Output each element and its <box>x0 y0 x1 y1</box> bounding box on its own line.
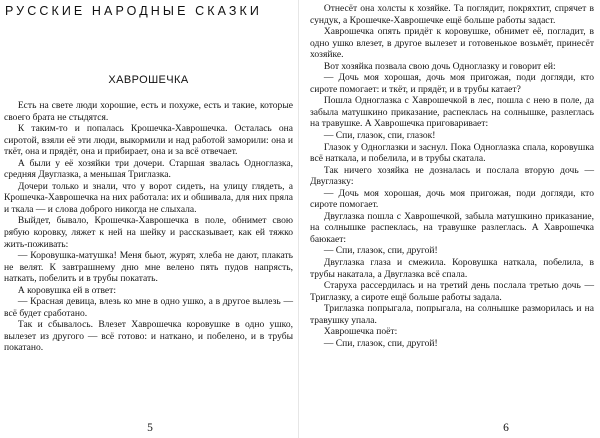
page-number-right: 6 <box>503 422 509 434</box>
left-page-body <box>4 100 293 354</box>
running-head: РУССКИЕ НАРОДНЫЕ СКАЗКИ <box>5 4 262 18</box>
paragraph: Вот хозяйка позвала свою дочь Одноглазку и говорит ей: <box>323 60 556 72</box>
paragraph: — Красная девица, влезь ко мне в одно ушко, а в другое вылезь — всё будет сработано. <box>4 296 293 319</box>
paragraph: — Дочь моя хорошая, дочь моя пригожая, поди догляди, кто сироте помогает: и ткёт, и прядёт, и в трубы катает? <box>310 72 594 95</box>
paragraph: — Дочь моя хорошая, дочь моя пригожая, поди догляди, кто сироте помогает. <box>310 187 594 211</box>
paragraph: Есть на свете люди хорошие, есть и похуже, есть и такие, которые своего брата не стыдятся. <box>4 100 293 123</box>
paragraph: — Спи, глазок, спи, глазок! <box>323 130 436 142</box>
paragraph: Пошла Одноглазка с Хаврошечкой в лес, пошла с нею в поле, да забыла матушкино приказание, распеклась на солнышке, разлеглась на травушке. А Хаврошечка приговаривает: <box>310 95 594 130</box>
paragraph: Хаврошечка поёт: <box>323 326 398 338</box>
story-title: ХАВРОШЕЧКА <box>108 74 189 86</box>
paragraph: Выйдет, бывало, Крошечка-Хаврошечка в поле, обнимет свою рябую коровку, ляжет к ней на шейку и рассказывает, как ей тяжко жить-поживать: <box>4 215 293 250</box>
paragraph: Так ничего хозяйка не дозналась и послала вторую дочь — Двуглазку: <box>310 164 594 188</box>
paragraph: Двуглазка пошла с Хаврошечкой, забыла матушкино приказание, на солнышке распеклась, на травушке разлеглась. А Хаврошечка баюкает: <box>310 210 594 245</box>
paragraph: К таким-то и попалась Крошечка-Хаврошечка. Осталась она сиротой, взяли её эти люди, выкормили и над работой заморили: она и ткёт, она и прядёт, она и прибирает, она и за всё отвечает. <box>4 123 293 158</box>
paragraph: Глазок у Одноглазки и заснул. Пока Одноглазка спала, коровушка всё наткала, и побелила, и в трубы скатала. <box>310 141 594 165</box>
paragraph: А коровушка ей в ответ: <box>17 284 116 296</box>
paragraph: Дочери только и знали, что у ворот сидеть, на улицу глядеть, а Крошечка-Хаврошечка на них работала: их и обшивала, для них пряла и ткала — и слова доброго никогда не слыхала. <box>4 180 293 215</box>
page-number-left: 5 <box>147 422 153 434</box>
right-page-body <box>310 0 594 349</box>
paragraph: Так и сбывалось. Влезет Хаврошечка коровушке в одно ушко, вылезет из другого — всё готово: и наткано, и побелено, и в трубы покатано. <box>4 319 293 354</box>
paragraph: Хаврошечка опять придёт к коровушке, обнимет её, погладит, в одно ушко влезет, в другое вылезет и готовенькое возьмёт, принесёт хозяйке. <box>310 26 594 61</box>
paragraph: — Спи, глазок, спи, другой! <box>323 337 438 349</box>
paragraph: Триглазка попрыгала, попрыгала, на солнышке разморилась и на травушку упала. <box>310 303 594 326</box>
paragraph: Старуха рассердилась и на третий день послала третью дочь — Триглазку, а сироте ещё больше работы задала. <box>310 280 594 303</box>
paragraph: Двуглазка глаза и смежила. Коровушка наткала, побелила, в трубы накатала, а Двуглазка всё спала. <box>310 257 594 280</box>
paragraph: — Спи, глазок, спи, другой! <box>323 245 438 257</box>
right-page <box>300 0 600 438</box>
paragraph: — Коровушка-матушка! Меня бьют, журят, хлеба не дают, плакать не велят. К завтрашнему дню мне велено пять пудов напрясть, наткать, побелить и в трубы покатать. <box>4 250 293 285</box>
paragraph: Отнесёт она холсты к хозяйке. Та поглядит, покряхтит, спрячет в сундук, а Крошечке-Хаврошечке ещё больше работы задаст. <box>310 3 594 26</box>
paragraph: А были у её хозяйки три дочери. Старшая звалась Одноглазка, средняя Двуглазка, а меньшая Триглазка. <box>4 157 293 181</box>
